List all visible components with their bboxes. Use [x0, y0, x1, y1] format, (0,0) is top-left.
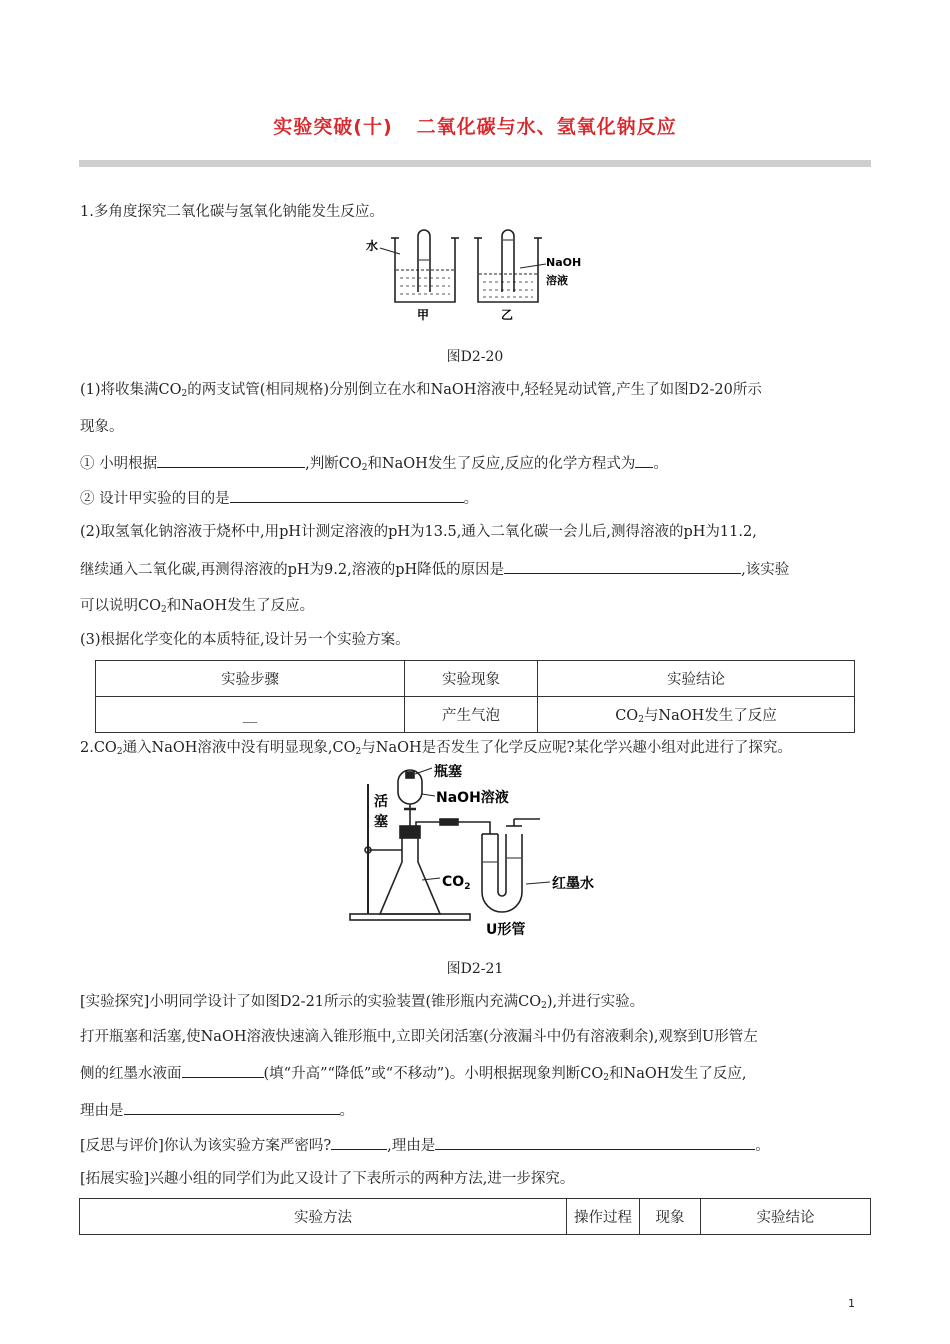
stopper [406, 772, 414, 778]
answer-blank[interactable] [435, 1135, 755, 1150]
title-divider [79, 160, 871, 167]
answer-blank[interactable] [124, 1100, 340, 1115]
co2-label: $CO_2$ [442, 874, 471, 892]
q1-p2-line1: (2)取氢氧化钠溶液于烧杯中,用pH计测定溶液的pH为13.5,通入二氧化碳一会儿后,测得溶液的pH为11.2, [80, 524, 757, 540]
q2-open-line: 打开瓶塞和活塞,使NaOH溶液快速滴入锥形瓶中,立即关闭活塞(分液漏斗中仍有溶液剩余),观察到U形管左 [80, 1029, 758, 1045]
answer-blank[interactable] [635, 453, 653, 468]
q1-p1-line2: 现象。 [80, 419, 124, 435]
answer-blank[interactable] [157, 453, 305, 468]
yi-label: 乙 [501, 308, 514, 322]
table-cell-conclusion: $CO_2$与NaOH发生了反应 [538, 697, 855, 733]
table-header: 实验结论 [538, 661, 855, 697]
table-header: 实验方法 [80, 1199, 567, 1235]
answer-blank[interactable] [182, 1063, 264, 1078]
q2-explore: [实验探究]小明同学设计了如图D2-21所示的实验装置(锥形瓶内充满$CO_2$),并进行实验。 [80, 994, 645, 1011]
red-ink-label: 红墨水 [552, 876, 594, 892]
q1-p1-a: ① 小明根据 ,判断$CO_2$和NaOH发生了反应,反应的化学方程式为 。 [80, 453, 668, 478]
jia-label: 甲 [417, 308, 430, 322]
answer-blank[interactable] [331, 1135, 387, 1150]
water-label: 水 [366, 239, 379, 253]
table-header: 实验结论 [701, 1199, 871, 1235]
figure-caption-d2-20: 图D2-20 [446, 349, 504, 365]
u-tube [482, 834, 522, 912]
q1-stem: 1.多角度探究二氧化碳与氢氧化钠能发生反应。 [80, 204, 384, 220]
valve-label-2: 塞 [374, 814, 388, 830]
naoh-solution-label: NaOH溶液 [436, 790, 509, 806]
stand-base [350, 914, 470, 920]
table-cell-step[interactable]: __ [96, 697, 405, 733]
page-title: 实验突破(十) 二氧化碳与水、氢氧化钠反应 [273, 116, 677, 138]
q2-reason-line: 理由是 。 [80, 1100, 354, 1121]
u-tube-label: U形管 [486, 922, 526, 938]
answer-blank[interactable] [504, 559, 741, 574]
table-header: 现象 [640, 1199, 701, 1235]
figure-d2-21 [340, 764, 630, 942]
conical-flask [380, 834, 440, 914]
table-header: 实验现象 [405, 661, 538, 697]
q1-p2-line2: 继续通入二氧化碳,再测得溶液的pH为9.2,溶液的pH降低的原因是 ,该实验 [80, 559, 789, 580]
table-header: 操作过程 [567, 1199, 640, 1235]
q2-reflect-line: [反思与评价]你认为该实验方案严密吗? ,理由是 。 [80, 1135, 770, 1156]
stopper-label: 瓶塞 [434, 764, 462, 780]
q2-extend-line: [拓展实验]兴趣小组的同学们为此又设计了下表所示的两种方法,进一步探究。 [80, 1171, 575, 1187]
q2-method-table [79, 1198, 871, 1235]
q2-stem: $2.CO_2$通入NaOH溶液中没有明显现象$,CO_2$与NaOH是否发生了化学反应呢?某化学兴趣小组对此进行了探究。 [80, 740, 792, 757]
naoh-label: NaOH [546, 256, 582, 269]
q1-experiment-table [95, 660, 855, 733]
table-cell-phenomenon: 产生气泡 [405, 697, 538, 733]
solution-label: 溶液 [546, 274, 568, 287]
figure-caption-d2-21: 图D2-21 [446, 961, 504, 977]
q2-side-line: 侧的红墨水液面 (填“升高”“降低”或“不移动”)。小明根据现象判断$CO_2$和NaOH发生了反应, [80, 1063, 747, 1088]
page-number: 1 [848, 1297, 855, 1310]
figure-d2-20 [360, 226, 600, 326]
beaker-jia [391, 230, 459, 302]
table-header: 实验步骤 [96, 661, 405, 697]
q1-p1-b: ② 设计甲实验的目的是 。 [80, 488, 478, 509]
answer-blank[interactable] [230, 488, 464, 503]
q1-p1-line1: (1)将收集满$CO_2$的两支试管(相同规格)分别倒立在水和NaOH溶液中,轻轻晃动试管,产生了如图D2-20所示 [80, 382, 762, 399]
q1-p2-line3: 可以说明$CO_2$和NaOH发生了反应。 [80, 598, 315, 615]
q1-p3-line: (3)根据化学变化的本质特征,设计另一个实验方案。 [80, 632, 410, 648]
valve-label-1: 活 [374, 794, 388, 810]
